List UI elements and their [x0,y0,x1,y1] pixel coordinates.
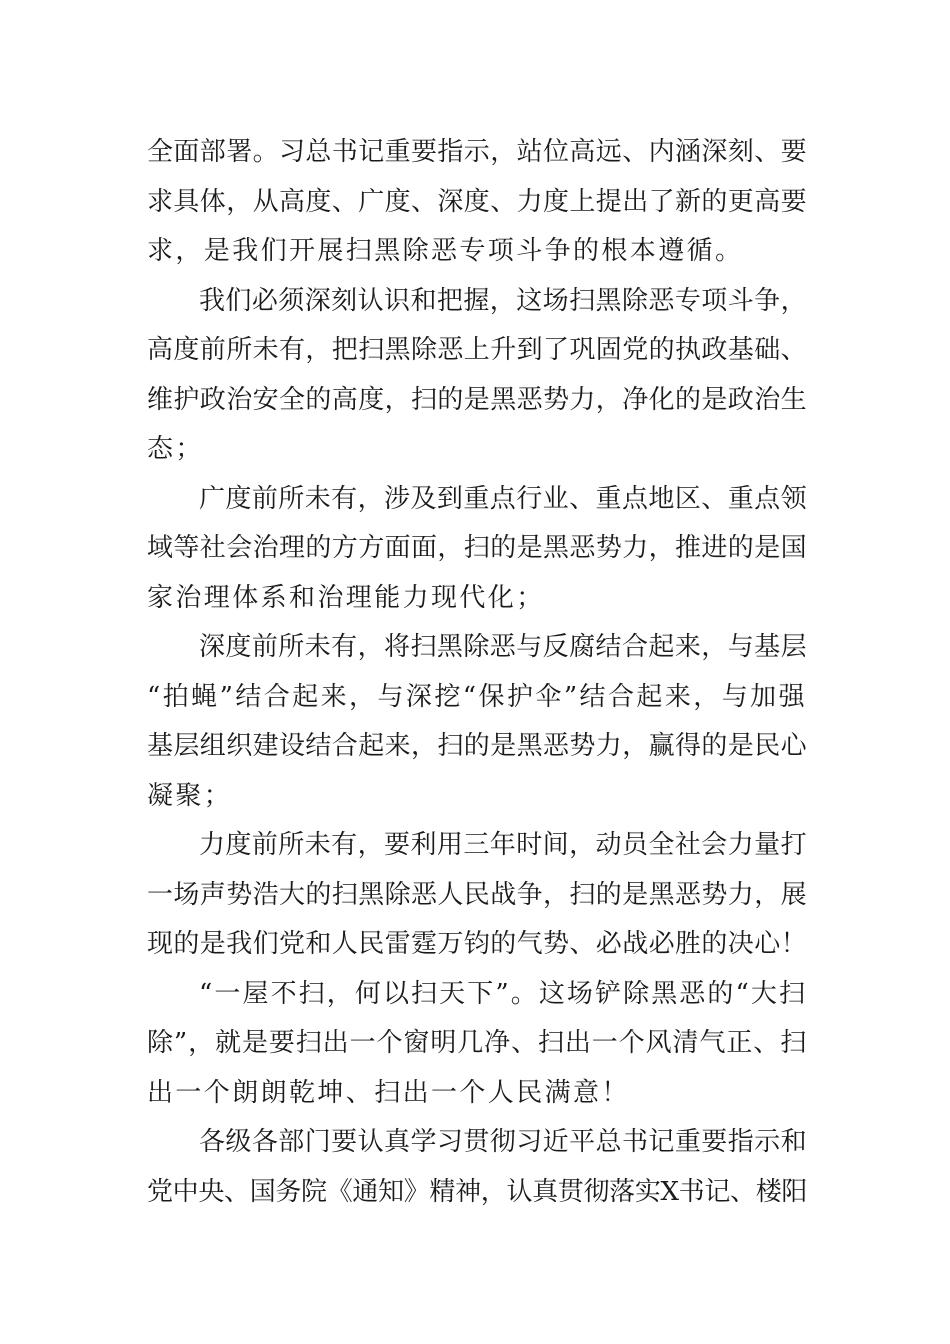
text-line: 党中央、国务院《通知》精神，认真贯彻落实X书记、楼阳 [147,1176,807,1207]
text-line: 维护政治安全的高度，扫的是黑恶势力，净化的是政治生 [147,384,808,415]
text-line: 一场声势浩大的扫黑除恶人民战争，扫的是黑恶势力，展 [147,879,808,910]
text-line: 出一个朗朗乾坤、扫出一个人民满意！ [147,1077,630,1108]
text-line: 高度前所未有，把扫黑除恶上升到了巩固党的执政基础、 [147,335,808,365]
text-line: 我们必须深刻认识和把握，这场扫黑除恶专项斗争， [199,285,807,316]
document-body [147,128,807,1217]
text-line: 域等社会治理的方方面面，扫的是黑恶势力，推进的是国 [147,533,808,563]
text-line: 广度前所未有，涉及到重点行业、重点地区、重点领 [199,483,807,514]
text-line: 各级各部门要认真学习贯彻习近平总书记重要指示和 [199,1127,807,1157]
text-line: 求具体，从高度、广度、深度、力度上提出了新的更高要 [147,186,808,217]
text-line: 凝聚； [147,780,233,811]
text-line: 全面部署。习总书记重要指示，站位高远、内涵深刻、要 [147,137,808,167]
text-line: “一屋不扫，何以扫天下”。这场铲除黑恶的“大扫 [199,978,807,1009]
text-line: 深度前所未有，将扫黑除恶与反腐结合起来，与基层 [199,632,807,662]
text-line: 基层组织建设结合起来，扫的是黑恶势力，赢得的是民心 [147,731,808,761]
text-line: 家治理体系和治理能力现代化； [147,582,545,613]
text-line: 除”，就是要扫出一个窗明几净、扫出一个风清气正、扫 [147,1028,807,1058]
text-line: 态； [147,434,204,464]
text-line: 现的是我们党和人民雷霆万钧的气势、必战必胜的决心！ [147,929,808,959]
text-line: “拍蝇”结合起来，与深挖“保护伞”结合起来，与加强 [147,681,807,712]
text-line: 求，是我们开展扫黑除恶专项斗争的根本遵循。 [147,236,744,266]
text-line: 力度前所未有，要利用三年时间，动员全社会力量打 [199,830,807,860]
